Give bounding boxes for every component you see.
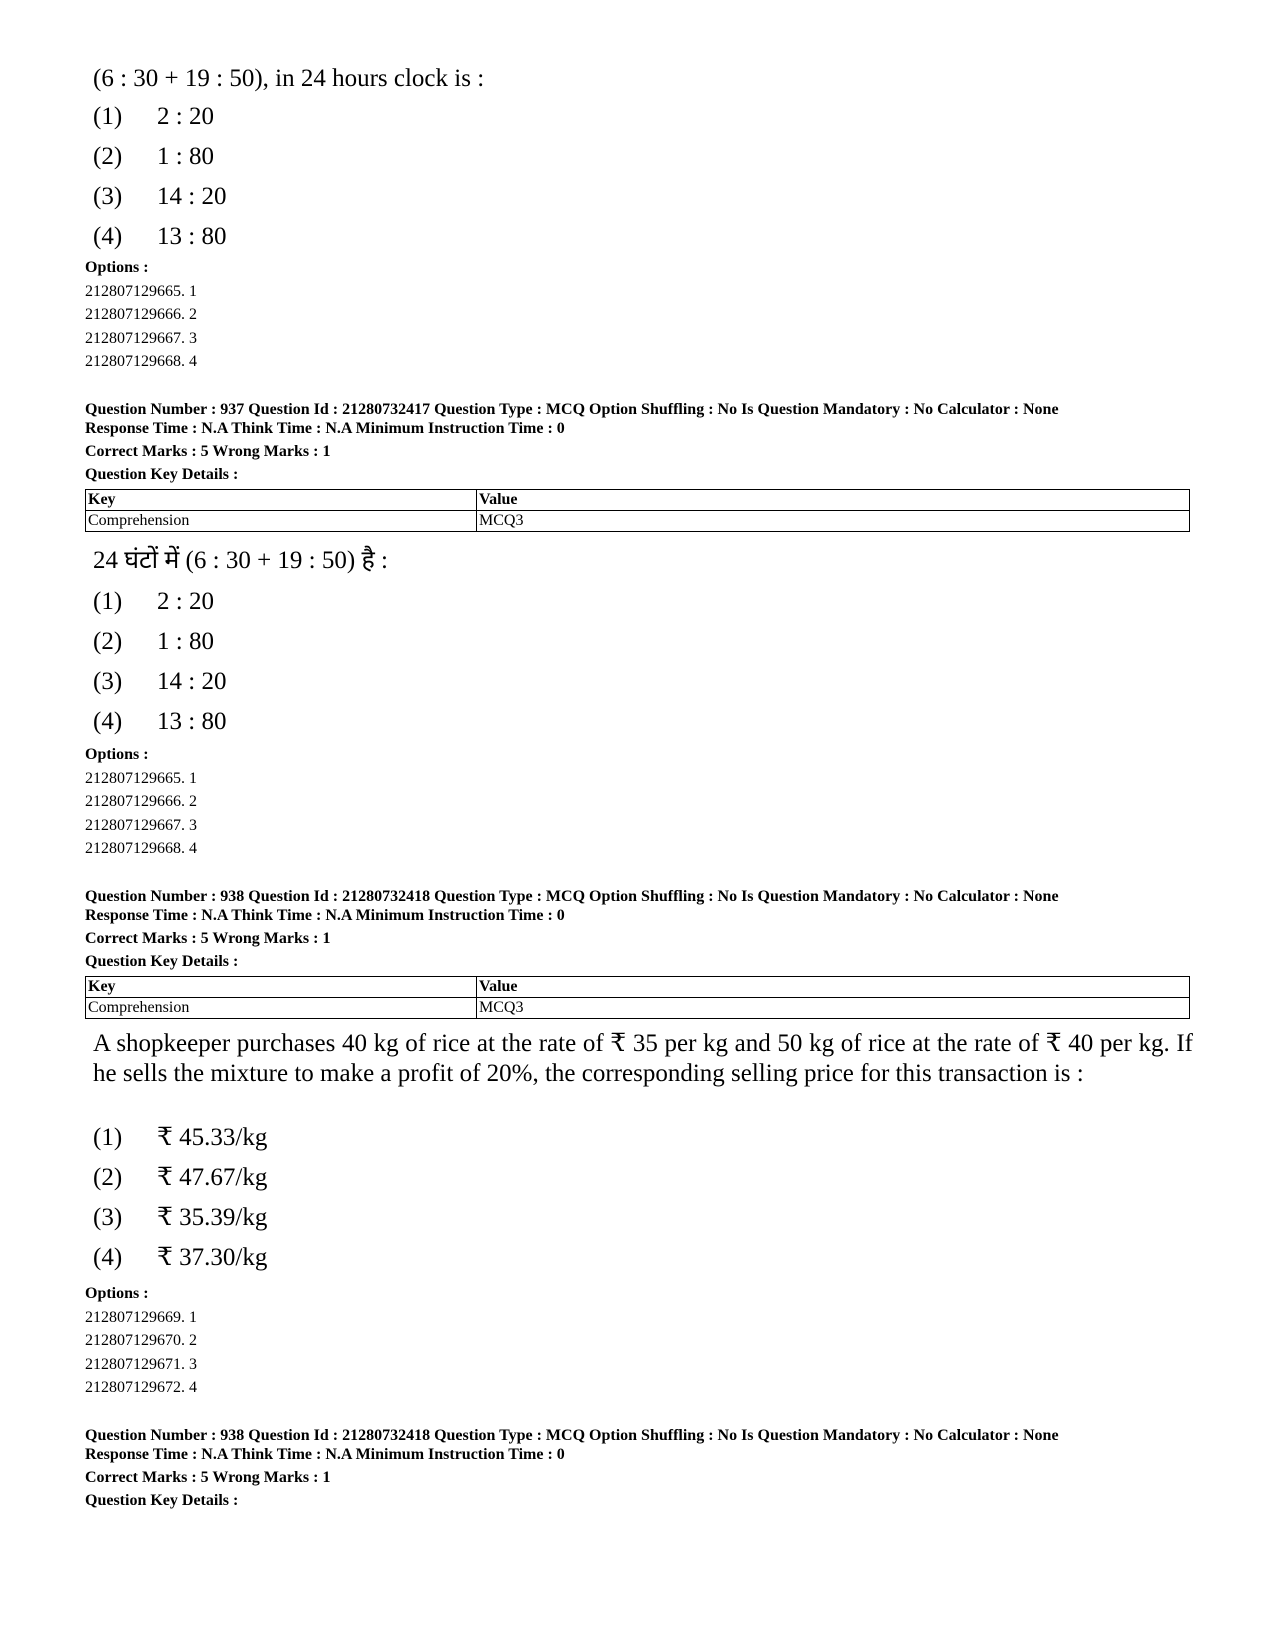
answer-choice: (2) 1 : 80 <box>93 628 214 655</box>
options-label: Options : <box>85 259 149 276</box>
question-stem: A shopkeeper purchases 40 kg of rice at the rate of ₹ 35 per kg and 50 kg of rice at the rate of ₹ 40 per kg. If he sells the mixture to make a profit of 20%, the corresponding selling price for this transaction is : <box>93 1030 1193 1087</box>
answer-choice: (3) 14 : 20 <box>93 668 227 695</box>
answer-choice: (1) 2 : 20 <box>93 103 214 130</box>
option-id: 212807129665. 1 <box>85 282 197 300</box>
answer-choice: (2) ₹ 47.67/kg <box>93 1164 268 1191</box>
answer-choice: (2) 1 : 80 <box>93 143 214 170</box>
option-id: 212807129665. 1 <box>85 769 197 787</box>
options-block <box>85 1282 197 1400</box>
option-id: 212807129667. 3 <box>85 329 197 347</box>
option-id: 212807129666. 2 <box>85 793 197 810</box>
question-stem: 24 घंटों में (6 : 30 + 19 : 50) है : <box>93 547 388 574</box>
answer-choice: (3) ₹ 35.39/kg <box>93 1204 268 1231</box>
options-label: Options : <box>85 746 149 763</box>
question-stem: (6 : 30 + 19 : 50), in 24 hours clock is : <box>93 65 485 92</box>
options-block <box>85 256 197 374</box>
option-id: 212807129668. 4 <box>85 840 197 857</box>
question-key-table: Key Value Comprehension MCQ3 <box>85 976 1190 1019</box>
answer-choice-list <box>93 97 226 257</box>
answer-choice: (1) ₹ 45.33/kg <box>93 1124 268 1151</box>
option-id: 212807129670. 2 <box>85 1332 197 1349</box>
option-id: 212807129668. 4 <box>85 353 197 370</box>
answer-choice-list <box>93 1118 267 1278</box>
question-meta: Question Number : 937 Question Id : 21280732417 Question Type : MCQ Option Shuffling : No Is Question Mandatory : No Calculator : None Response Time : N.A Think Time : N.A Minimum Instruction Time : 0 Correct Marks : 5 Wrong Marks : 1 Question Key Details : <box>85 401 1059 483</box>
option-id: 212807129672. 4 <box>85 1379 197 1396</box>
options-block <box>85 743 197 861</box>
answer-choice: (4) ₹ 37.30/kg <box>93 1244 268 1271</box>
answer-choice: (3) 14 : 20 <box>93 183 227 210</box>
question-meta: Question Number : 938 Question Id : 21280732418 Question Type : MCQ Option Shuffling : No Is Question Mandatory : No Calculator : None Response Time : N.A Think Time : N.A Minimum Instruction Time : 0 Correct Marks : 5 Wrong Marks : 1 Question Key Details : <box>85 1427 1059 1509</box>
option-id: 212807129669. 1 <box>85 1308 197 1326</box>
answer-choice-list <box>93 582 226 742</box>
answer-choice: (4) 13 : 80 <box>93 223 227 250</box>
options-label: Options : <box>85 1285 149 1302</box>
question-key-table: Key Value Comprehension MCQ3 <box>85 489 1190 532</box>
answer-choice: (1) 2 : 20 <box>93 588 214 615</box>
question-meta: Question Number : 938 Question Id : 21280732418 Question Type : MCQ Option Shuffling : No Is Question Mandatory : No Calculator : None Response Time : N.A Think Time : N.A Minimum Instruction Time : 0 Correct Marks : 5 Wrong Marks : 1 Question Key Details : <box>85 888 1059 970</box>
option-id: 212807129666. 2 <box>85 306 197 323</box>
option-id: 212807129667. 3 <box>85 816 197 834</box>
answer-choice: (4) 13 : 80 <box>93 708 227 735</box>
option-id: 212807129671. 3 <box>85 1355 197 1373</box>
